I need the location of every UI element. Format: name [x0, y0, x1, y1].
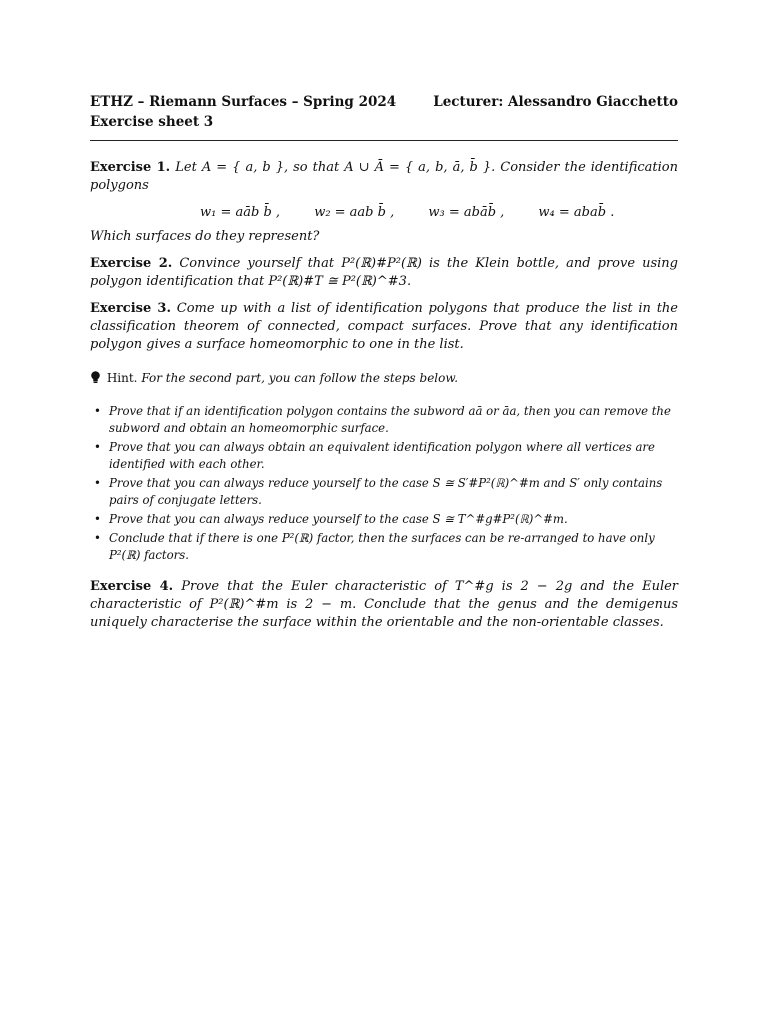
bullet: •: [94, 512, 101, 526]
exercise-sheet: [90, 92, 678, 641]
step-text: Prove that you can always obtain an equivalent identification polygon where all vertices are identified with each other.: [109, 440, 655, 471]
exercise-1-question: Which surfaces do they represent?: [90, 229, 320, 244]
formula-w1: w₁ = aāb b̄ ,: [200, 205, 281, 220]
formula-w4: w₄ = abab̄ .: [538, 205, 615, 220]
lecturer-name: Lecturer: Alessandro Giacchetto: [433, 94, 678, 110]
list-item: [90, 439, 678, 473]
identification-polygons: [200, 204, 678, 222]
course-title: ETHZ – Riemann Surfaces – Spring 2024: [90, 94, 397, 110]
formula-w2: w₂ = aab b̄ ,: [314, 205, 395, 220]
bullet: •: [94, 440, 101, 454]
header-divider: [90, 140, 678, 141]
formula-w3: w₃ = abāb̄ ,: [428, 205, 505, 220]
bullet: •: [94, 531, 101, 545]
exercise-1-label: Exercise 1.: [90, 160, 171, 175]
hint-text: For the second part, you can follow the steps below.: [141, 371, 459, 385]
list-item: [90, 511, 678, 528]
exercise-1-text: Let A = { a, b }, so that A ∪ Ā = { a, b, ā, b̄ }. Consider the identification polygons: [90, 160, 678, 193]
step-text: Prove that you can always reduce yourself to the case S ≅ S′#P²(ℝ)^#m and S′ only contains pairs of conjugate letters.: [109, 476, 663, 507]
step-text: Prove that if an identification polygon contains the subword aā or āa, then you can remove the subword and obtain an homeomorphic surface.: [109, 404, 671, 435]
sheet-title: Exercise sheet 3: [90, 114, 214, 130]
step-text: Conclude that if there is one P²(ℝ) factor, then the surfaces can be re-arranged to have only P²(ℝ) factors.: [109, 531, 655, 562]
exercise-1: [90, 159, 678, 195]
list-item: [90, 475, 678, 509]
step-text: Prove that you can always reduce yourself to the case S ≅ T^#g#P²(ℝ)^#m.: [109, 512, 568, 526]
page-header: [90, 92, 678, 132]
exercise-4: [90, 578, 678, 632]
bullet: •: [94, 476, 101, 490]
exercise-4-label: Exercise 4.: [90, 579, 174, 594]
exercise-3-text: Come up with a list of identification polygons that produce the list in the classification theorem of connected, compact surfaces. Prove that any identification polygon gives a surface homeomorphic to one in the list.: [90, 301, 678, 352]
exercise-2: [90, 255, 678, 291]
bullet: •: [94, 404, 101, 418]
hint-label: Hint.: [106, 371, 138, 385]
exercise-4-text: Prove that the Euler characteristic of T^#g is 2 − 2g and the Euler characteristic of P²(ℝ)^#m is 2 − m. Conclude that the genus and the demigenus uniquely characterise the surface within the orientable and the non-orientable classes.: [90, 579, 679, 630]
hint-steps: [90, 403, 678, 564]
exercise-3-label: Exercise 3.: [90, 301, 171, 316]
lightbulb-icon: [90, 371, 101, 384]
hint: [90, 370, 678, 387]
exercise-3: [90, 300, 678, 354]
exercise-2-label: Exercise 2.: [90, 256, 173, 271]
exercise-2-text: Convince yourself that P²(ℝ)#P²(ℝ) is the Klein bottle, and prove using polygon identification that P²(ℝ)#T ≅ P²(ℝ)^#3.: [90, 256, 678, 289]
list-item: [90, 403, 678, 437]
list-item: [90, 530, 678, 564]
header-left: [90, 92, 396, 132]
